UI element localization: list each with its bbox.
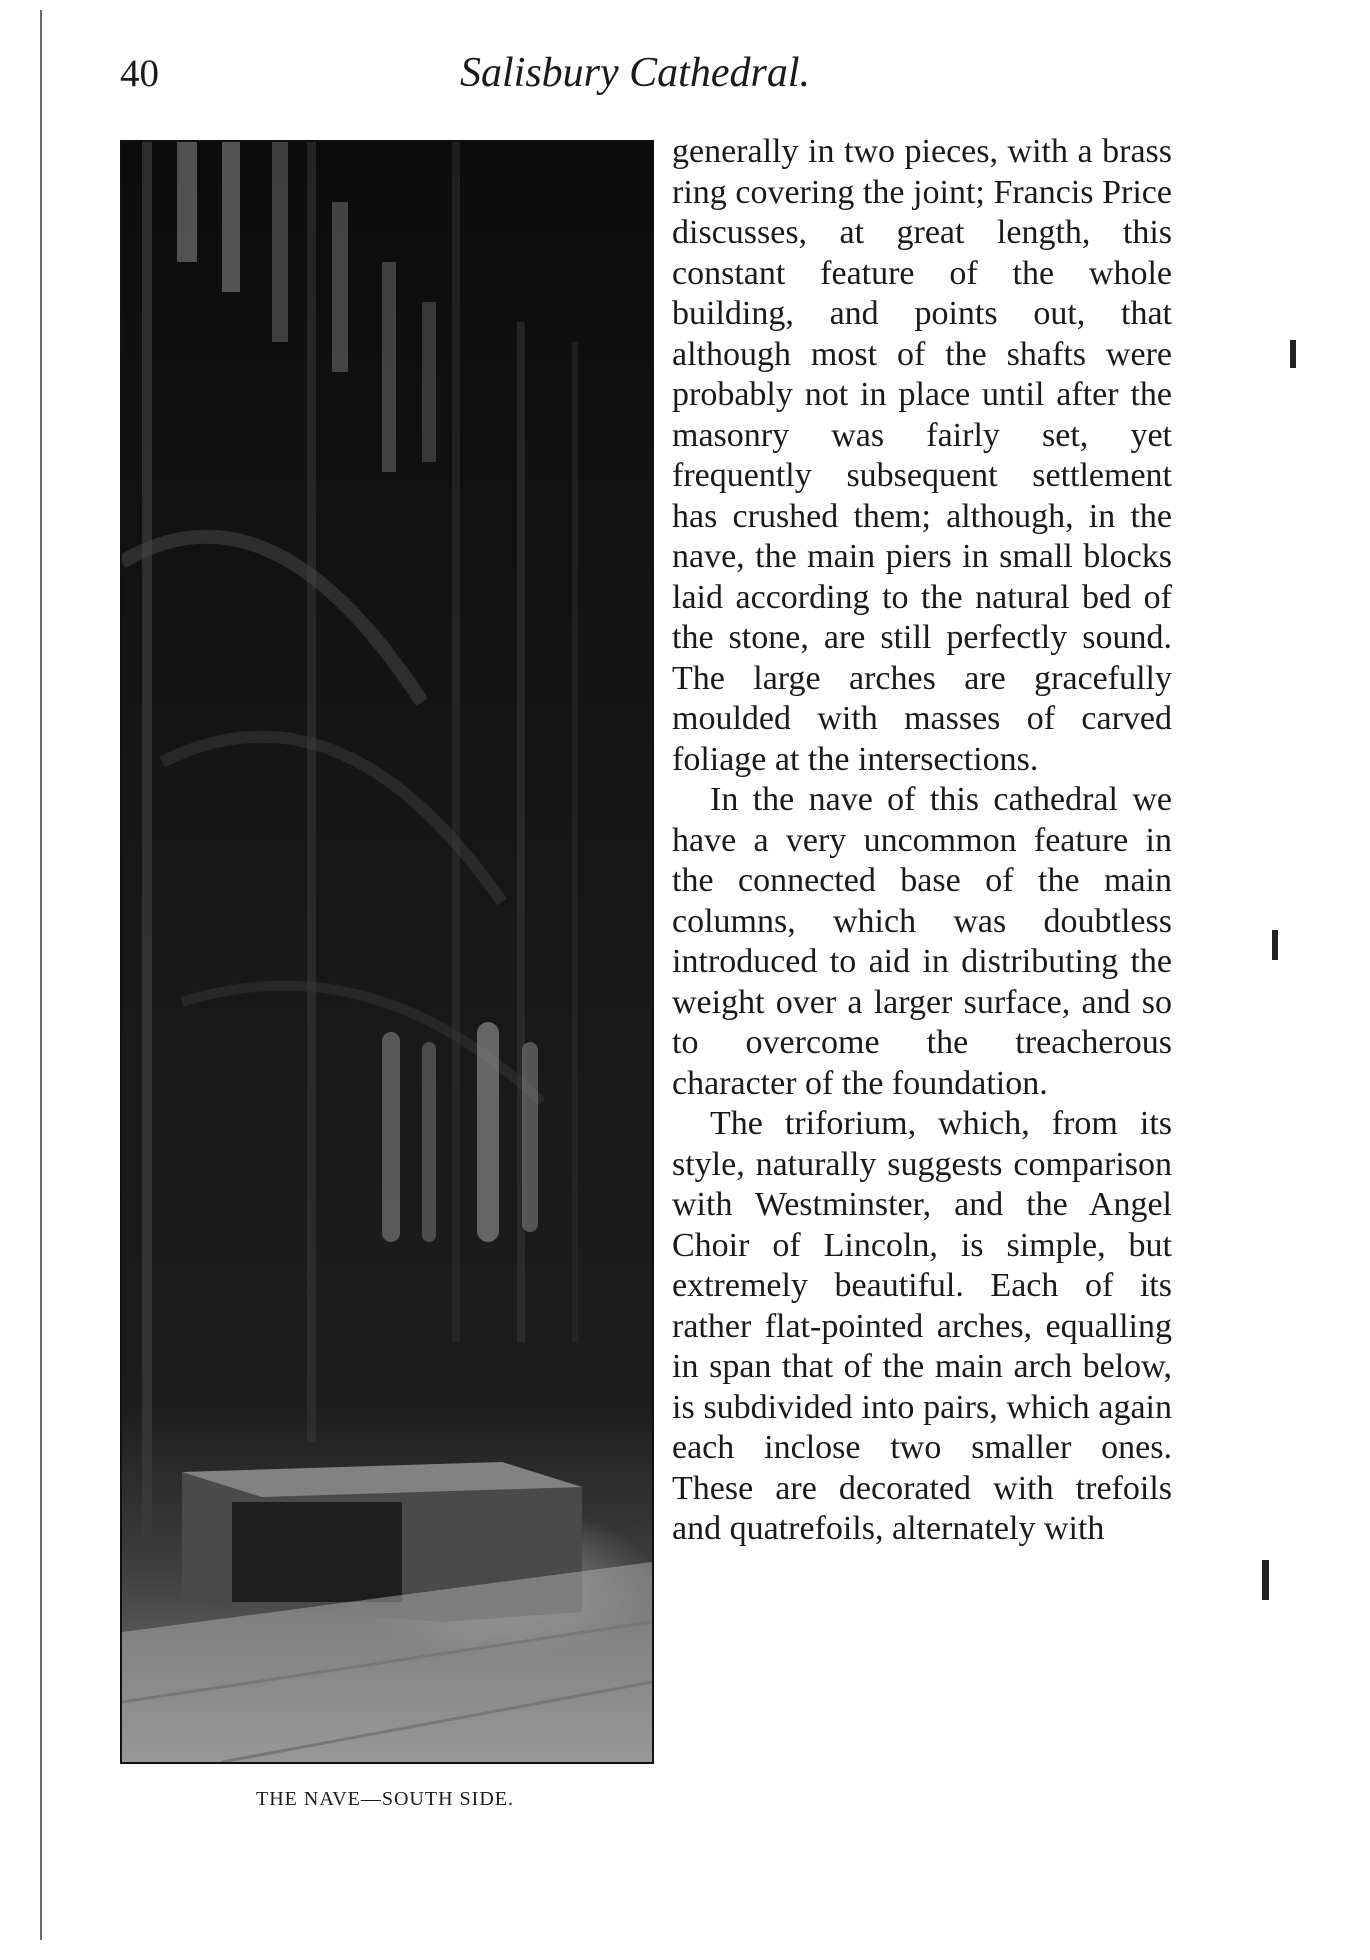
page-number: 40 (120, 52, 159, 95)
paragraph: In the nave of this cathedral we have a very uncommon feature in the connected base of the main columns, which was doubtless introduced to aid in distributing the weight over a larger surface, and so to overcome the treacherous character of the foundation. (672, 781, 1172, 1102)
running-title: Salisbury Cathedral. (460, 50, 811, 96)
nave-photograph (120, 140, 654, 1764)
margin-mark (1262, 1560, 1269, 1600)
figure-caption: THE NAVE—SOUTH SIDE. (256, 1788, 514, 1810)
margin-mark (1290, 340, 1296, 368)
paragraph: generally in two pieces, with a brass ring covering the joint; Francis Price discusses, at great length, this constant feature of the whole building, and points out, that although most of the shafts were probably not in place until after the masonry was fairly set, yet frequently subsequent settlement has crushed them; although, in the nave, the main piers in small blocks laid according to the natural bed of the stone, are still perfectly sound. The large arches are gracefully moulded with masses of carved foliage at the intersections. (672, 133, 1172, 778)
page-binding-edge (40, 10, 42, 1940)
paragraph: The triforium, which, from its style, naturally suggests comparison with Westminster, and the Angel Choir of Lincoln, is simple, but extremely beautiful. Each of its rather flat-pointed arches, equalling in span that of the main arch below, is subdivided into pairs, which again each inclose two smaller ones. These are decorated with trefoils and quatrefoils, alternately with (672, 1105, 1172, 1547)
margin-mark (1272, 930, 1278, 960)
nave-photograph-image (122, 142, 652, 1762)
body-text (672, 132, 1172, 1550)
